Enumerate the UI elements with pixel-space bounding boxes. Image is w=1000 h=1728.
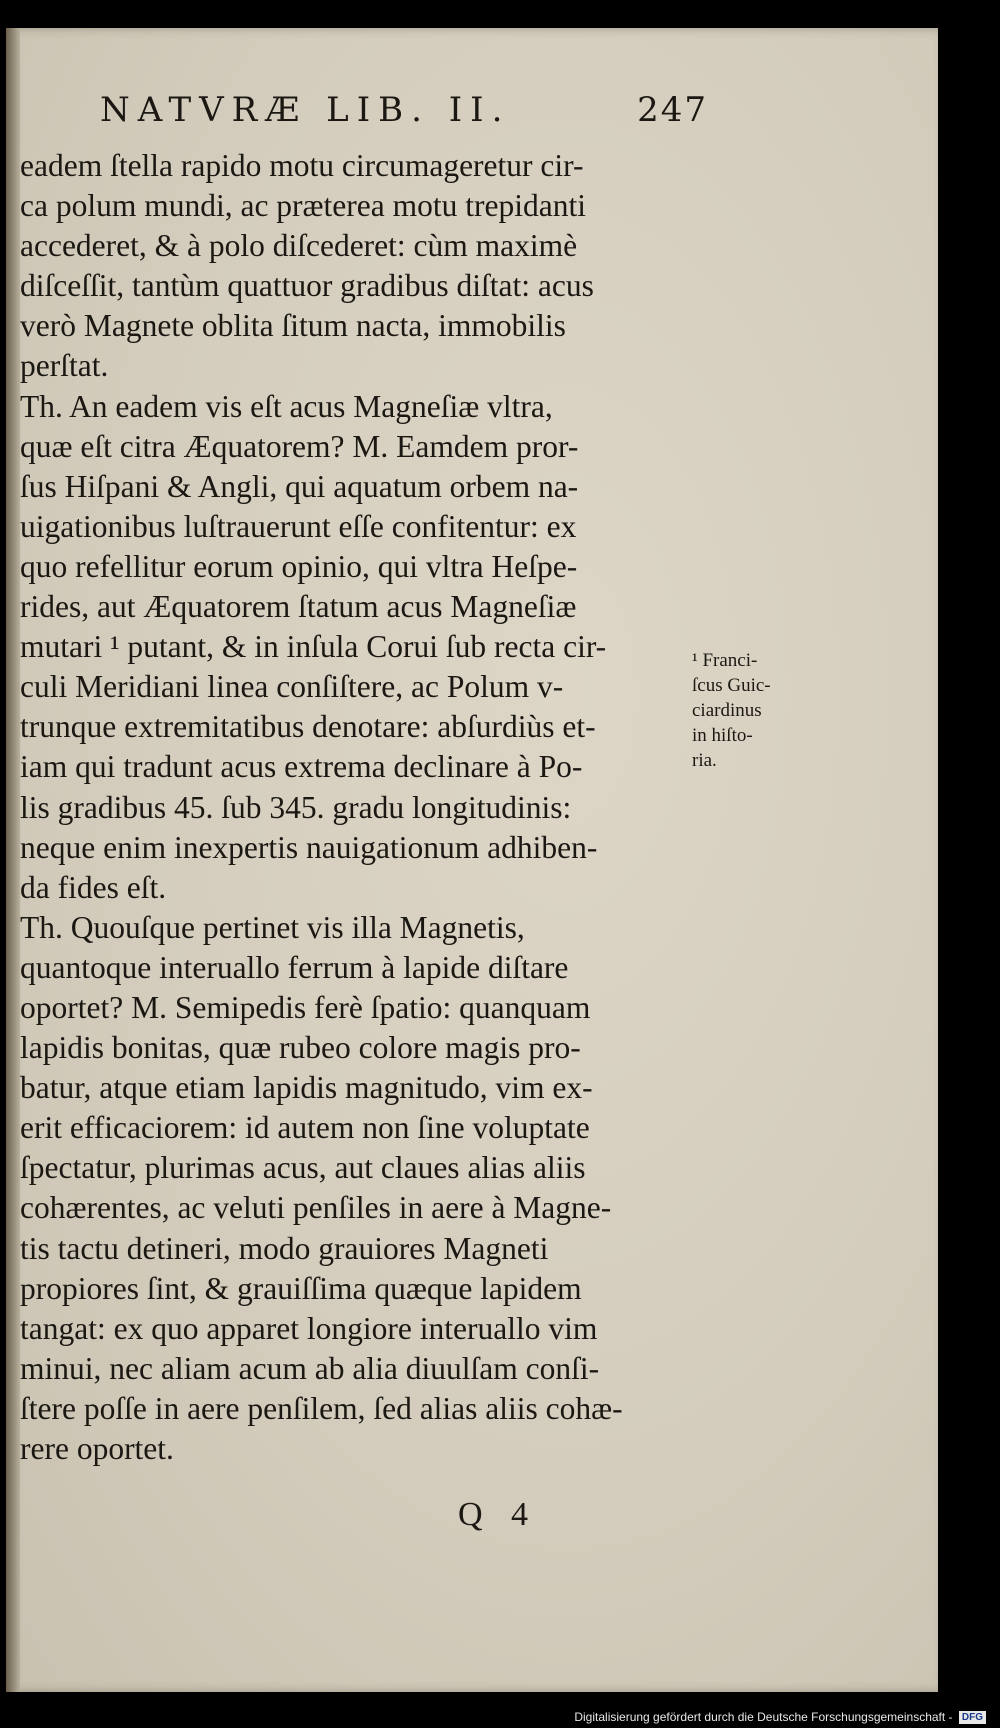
text-line: ſus Hiſpani & Angli, qui aquatum orbem na-	[20, 468, 579, 504]
text-line: cohærentes, ac veluti penſiles in aere à Magne-	[20, 1190, 612, 1226]
digitization-credit	[574, 1710, 986, 1724]
text-line: perſtat.	[20, 348, 109, 384]
text-line: rides, aut Æquatorem ſtatum acus Magneſiæ	[20, 589, 577, 625]
page-gutter-shadow	[6, 28, 20, 1692]
text-line: neque enim inexpertis nauigationum adhiben-	[20, 829, 598, 865]
marginal-note-line: ¹ Franci-	[692, 650, 758, 671]
text-line: quantoque interuallo ferrum à lapide diſtare	[20, 949, 569, 985]
text-line: lis gradibus 45. ſub 345. gradu longitudinis:	[20, 789, 572, 825]
text-line: Th. An eadem vis eſt acus Magneſiæ vltra,	[20, 388, 553, 424]
text-line: diſceſſit, tantùm quattuor gradibus diſtat: acus	[20, 268, 594, 304]
text-line: quæ eſt citra Æquatorem? M. Eamdem pror-	[20, 428, 579, 464]
dfg-logo: DFG	[959, 1711, 986, 1724]
text-line: erit efficaciorem: id autem non ſine voluptate	[20, 1110, 590, 1146]
text-line: accederet, & à polo diſcederet: cùm maximè	[20, 228, 578, 264]
text-line: culi Meridiani linea conſiſtere, ac Polum v-	[20, 669, 564, 705]
text-line: eadem ſtella rapido motu circumageretur cir-	[20, 148, 584, 183]
text-line: ſtere poſſe in aere penſilem, ſed alias aliis cohæ-	[20, 1390, 623, 1426]
text-line: ca polum mundi, ac præterea motu trepidanti	[20, 188, 586, 224]
marginal-note-line: in hiſto-	[692, 725, 753, 746]
text-line: mutari ¹ putant, & in inſula Corui ſub recta cir-	[20, 629, 607, 665]
text-line: Th. Quouſque pertinet vis illa Magnetis,	[20, 909, 525, 945]
text-line: propiores ſint, & grauiſſima quæque lapidem	[20, 1270, 582, 1306]
text-line: oportet? M. Semipedis ferè ſpatio: quanquam	[20, 989, 591, 1025]
text-line: uigationibus luſtrauerunt eſſe confitentur: ex	[20, 508, 577, 544]
text-line: tangat: ex quo apparet longiore interuallo vim	[20, 1310, 598, 1346]
running-head	[100, 90, 708, 138]
text-line: tis tactu detineri, modo grauiores Magneti	[20, 1230, 549, 1266]
marginal-note-line: ſcus Guic-	[692, 675, 771, 696]
signature-mark: Q 4	[458, 1496, 539, 1533]
text-line: minui, nec aliam acum ab alia diuulſam conſi-	[20, 1350, 600, 1386]
credit-text: Digitalisierung gefördert durch die Deutsche Forschungsgemeinschaft -	[574, 1709, 953, 1724]
body-text	[20, 146, 690, 1469]
text-line: quo refellitur eorum opinio, qui vltra Heſpe-	[20, 548, 578, 584]
text-line: rere oportet.	[20, 1431, 174, 1466]
text-line: verò Magnete oblita ſitum nacta, immobilis	[20, 308, 566, 344]
text-line: ſpectatur, plurimas acus, aut claues alias aliis	[20, 1150, 586, 1186]
marginal-note-line: ria.	[692, 750, 717, 771]
page-number: 247	[637, 90, 708, 130]
text-line: lapidis bonitas, quæ rubeo colore magis pro-	[20, 1030, 581, 1066]
text-line: iam qui tradunt acus extrema declinare à Po-	[20, 749, 583, 785]
running-head-title: NATVRÆ LIB. II.	[100, 90, 511, 130]
text-line: batur, atque etiam lapidis magnitudo, vim ex-	[20, 1070, 593, 1106]
marginal-note	[692, 648, 771, 773]
text-line: da fides eſt.	[20, 869, 167, 905]
book-page	[6, 28, 938, 1692]
text-line: trunque extremitatibus denotare: abſurdiùs et-	[20, 709, 596, 745]
marginal-note-line: ciardinus	[692, 700, 762, 721]
